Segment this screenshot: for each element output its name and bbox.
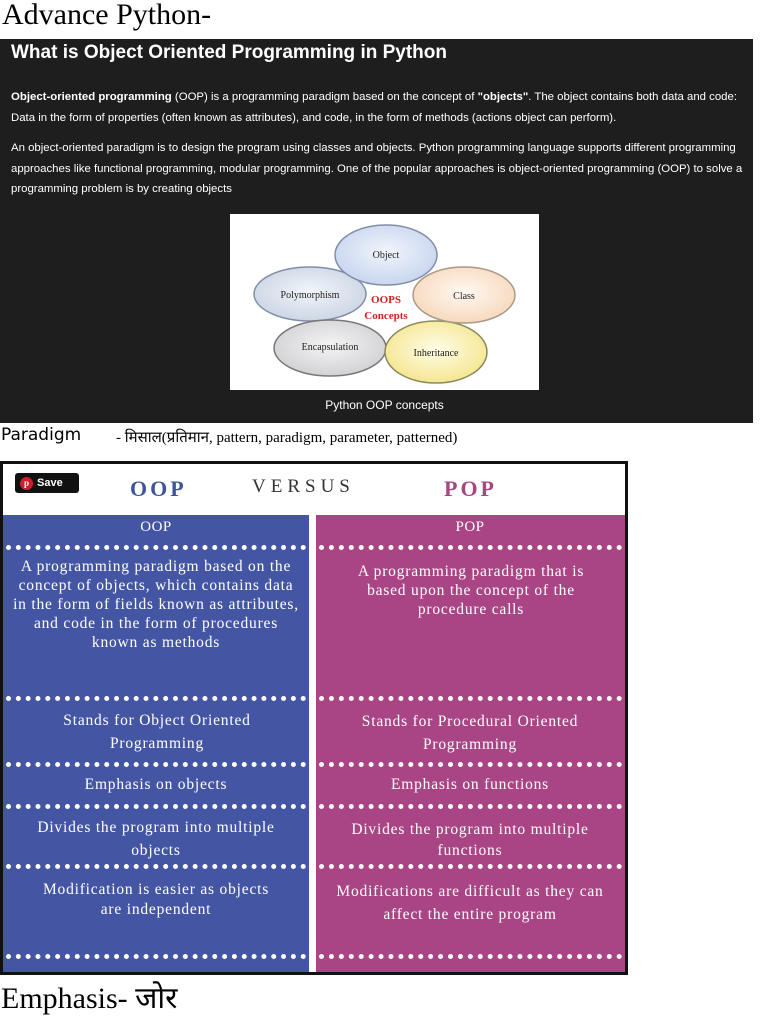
pop-cell-divides: Divides the program into multiple functions xyxy=(351,821,589,859)
separator xyxy=(319,864,622,869)
pinterest-icon: p xyxy=(20,477,33,490)
paradigm-meaning: - मिसाल(प्रतिमान, pattern, paradigm, parameter, patterned) xyxy=(116,430,458,446)
term-bold: Object-oriented programming xyxy=(11,91,172,103)
node-object-label: Object xyxy=(372,250,400,261)
oop-cell-divides: Divides the program into multiple objects xyxy=(37,819,275,859)
oop-cell-stands-for: Stands for Object Oriented Programming xyxy=(63,712,251,752)
pop-cell-emphasis: Emphasis on functions xyxy=(390,776,549,793)
article-paragraph-2: An object-oriented paradigm is to design the program using classes and objects. Python programming language supports different programming approaches like functional programming, modular programming. One of the popular approaches is object-oriented programming (OOP) to solve a programming problem is by creating objects xyxy=(11,142,743,195)
pinterest-save-button[interactable] xyxy=(15,473,79,493)
save-label: Save xyxy=(37,477,63,489)
separator xyxy=(319,762,622,767)
header-pop: POP xyxy=(444,476,497,501)
oops-concepts-diagram xyxy=(230,214,539,390)
pop-cell-definition: A programming paradigm that is based upon the concept of the procedure calls xyxy=(357,563,585,618)
oop-cell-emphasis: Emphasis on objects xyxy=(84,776,228,793)
diagram-caption: Python OOP concepts xyxy=(325,398,444,412)
separator xyxy=(6,696,306,701)
article-paragraph-1 xyxy=(11,87,749,128)
header-oop: OOP xyxy=(130,476,187,501)
separator xyxy=(6,804,306,809)
oop-cell-modification: Modification is easier as objects are independent xyxy=(42,881,270,918)
page-heading: Advance Python- xyxy=(2,0,212,31)
separator xyxy=(6,864,306,869)
pop-cell-stands-for: Stands for Procedural Oriented Programming xyxy=(361,713,579,753)
oop-cell-header: OOP xyxy=(140,519,172,535)
para1-text-a: (OOP) is a programming paradigm based on the concept of xyxy=(171,91,478,103)
node-class-label: Class xyxy=(453,291,475,302)
column-divider xyxy=(309,515,316,972)
separator xyxy=(6,762,306,767)
pop-cell-modification: Modifications are difficult as they can affect the entire program xyxy=(336,883,604,923)
para1-text-b: . The object contains both data and code: Data in the form of properties (often known as attributes), and code, in the form of methods (actions object can perform). xyxy=(11,91,738,124)
objects-quote: "objects" xyxy=(477,91,529,103)
center-label-2: Concepts xyxy=(364,310,408,322)
node-inheritance-label: Inheritance xyxy=(413,348,459,359)
article-title: What is Object Oriented Programming in Python xyxy=(11,42,447,63)
paradigm-term: Paradigm xyxy=(1,425,82,445)
separator xyxy=(6,545,306,550)
separator xyxy=(6,954,306,959)
separator xyxy=(319,696,622,701)
separator xyxy=(319,954,622,959)
oop-cell-definition: A programming paradigm based on the concept of objects, which contains data in the form of fields known as attributes, and code in the form of procedures known as methods xyxy=(13,558,299,651)
node-polymorphism-label: Polymorphism xyxy=(280,290,340,301)
node-encapsulation-label: Encapsulation xyxy=(301,342,359,353)
separator xyxy=(319,545,622,550)
center-label-1: OOPS xyxy=(371,294,401,306)
pop-cell-header: POP xyxy=(455,519,485,535)
header-versus: VERSUS xyxy=(252,476,355,497)
separator xyxy=(319,804,622,809)
emphasis-note: Emphasis- जोर xyxy=(1,982,178,1015)
